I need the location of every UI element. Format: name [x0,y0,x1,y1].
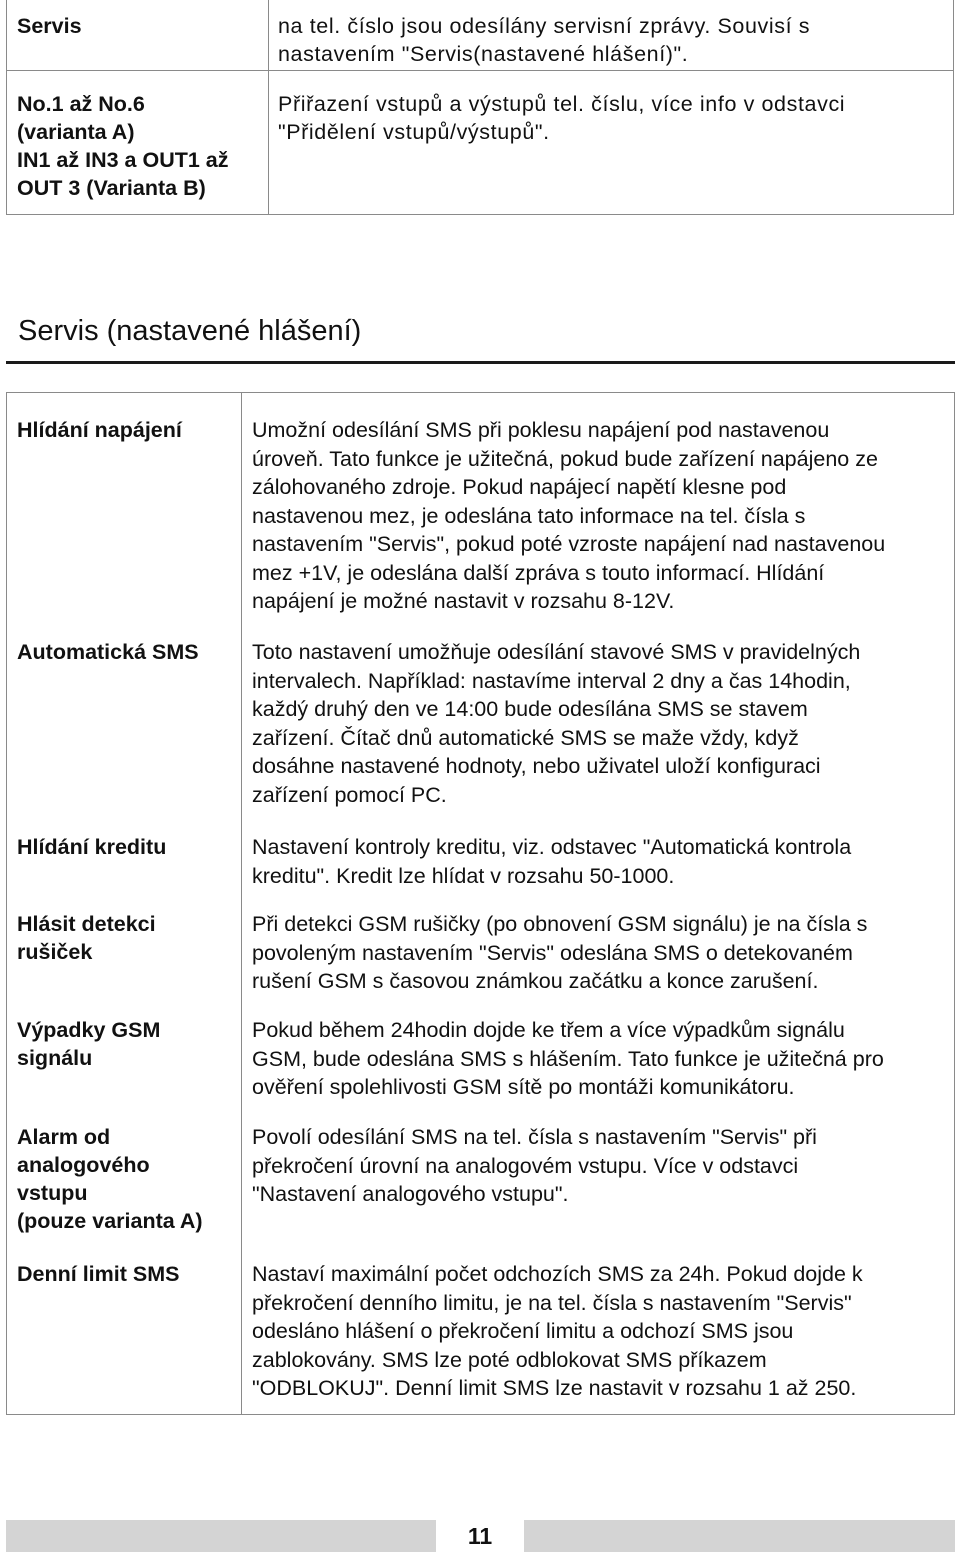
desc-line: rušení GSM s časovou známkou začátku a konce zarušení. [252,969,819,993]
desc-line: překročení denního limitu, je na tel. čísla s nastavením "Servis" [252,1290,852,1315]
desc-line: Přiřazení vstupů a výstupů tel. číslu, více info v odstavci [278,92,846,116]
setting-description-credit-monitoring [252,833,851,890]
setting-label-automatic-sms [17,638,199,666]
desc-line: zařízení. Čítač dnů automatické SMS se maže vždy, když [252,725,799,750]
setting-label-analog-alarm [17,1123,203,1235]
label-line: Denní limit SMS [17,1262,180,1286]
desc-line: ověření spolehlivosti GSM sítě po montáži komunikátoru. [252,1075,795,1099]
setting-description-gsm-outages [252,1016,884,1102]
label-line: (pouze varianta A) [17,1209,203,1233]
desc-line: napájení je možné nastavit v rozsahu 8-12V. [252,589,675,613]
desc-line: intervalech. Například: nastavíme interval 2 dny a čas 14hodin, [252,668,851,693]
desc-line: dosáhne nastavené hodnoty, nebo uživatel uloží konfiguraci [252,754,821,778]
desc-line: zablokovány. SMS lze poté odblokovat SMS příkazem [252,1347,767,1372]
setting-label-gsm-outages [17,1016,160,1072]
section-rule [6,361,955,364]
page-number: 11 [467,1523,493,1549]
desc-line: mez +1V, je odeslána další zpráva s touto informací. Hlídání [252,560,825,585]
desc-line: Pokud během 24hodin dojde ke třem a více výpadkům signálu [252,1018,845,1042]
section-title: Servis (nastavené hlášení) [18,315,362,347]
desc-line: GSM, bude odeslána SMS s hlášením. Tato funkce je užitečná pro [252,1046,884,1071]
setting-description-daily-sms-limit [252,1260,863,1403]
desc-line: zařízení pomocí PC. [252,782,447,807]
desc-line: nastavenou mez, je odeslána tato informace na tel. čísla s [252,503,806,528]
desc-line: překročení úrovní na analogovém vstupu. Více v odstavci [252,1153,799,1178]
desc-line: nastavením "Servis(nastavené hlášení)". [278,42,689,66]
label-line: IN1 až IN3 a OUT1 až [17,148,229,172]
desc-line: "Nastavení analogového vstupu". [252,1182,569,1206]
setting-description-analog-alarm [252,1123,817,1209]
desc-line: Toto nastavení umožňuje odesílání stavové SMS v pravidelných [252,640,861,664]
top-row-description [278,90,845,146]
label-line: Výpadky GSM [17,1018,161,1042]
label-line: OUT 3 (Varianta B) [17,176,206,200]
desc-line: na tel. číslo jsou odesílány servisní zprávy. Souvisí s [278,14,811,38]
setting-label-daily-sms-limit [17,1260,179,1288]
setting-description-power-monitoring [252,416,885,616]
label-line: No.1 až No.6 [17,92,145,116]
top-row-label [17,90,229,202]
label-line: rušiček [17,940,93,964]
desc-line: úroveň. Tato funkce je užitečná, pokud bude zařízení napájeno ze [252,446,878,471]
desc-line: Umožní odesílání SMS při poklesu napájení pod nastavenou [252,418,830,442]
desc-line: zálohovaného zdroje. Pokud napájecí napětí klesne pod [252,475,787,499]
label-line: signálu [17,1046,93,1070]
desc-line: Nastaví maximální počet odchozích SMS za 24h. Pokud dojde k [252,1262,863,1286]
desc-line: Nastavení kontroly kreditu, viz. odstavec "Automatická kontrola [252,835,852,859]
top-table-column-divider [268,0,269,215]
top-table-row-divider [6,70,954,71]
desc-line: povoleným nastavením "Servis" odeslána SMS o detekovaném [252,940,853,965]
label-line: Alarm od [17,1125,111,1149]
label-line: Hlásit detekci [17,912,156,936]
desc-line: Při detekci GSM rušičky (po obnovení GSM signálu) je na čísla s [252,912,868,936]
desc-line: odesláno hlášení o překročení limitu a odchozí SMS jsou [252,1319,794,1343]
label-line: Hlídání napájení [17,418,182,442]
label-line: analogového [17,1153,150,1177]
setting-label-credit-monitoring [17,833,166,861]
setting-description-automatic-sms [252,638,860,809]
desc-line: Povolí odesílání SMS na tel. čísla s nastavením "Servis" při [252,1125,817,1149]
setting-label-power-monitoring [17,416,182,444]
label-line: Servis [17,14,82,38]
label-line: (varianta A) [17,120,135,144]
setting-description-jammer-detection [252,910,867,996]
label-line: Automatická SMS [17,640,199,664]
label-line: vstupu [17,1181,88,1205]
top-row-label [17,12,82,40]
main-table-column-divider [241,392,242,1415]
desc-line: nastavením "Servis", pokud poté vzroste napájení nad nastavenou [252,532,886,556]
setting-label-jammer-detection [17,910,156,966]
desc-line: kreditu". Kredit lze hlídat v rozsahu 50-1000. [252,863,675,888]
desc-line: "ODBLOKUJ". Denní limit SMS lze nastavit v rozsahu 1 až 250. [252,1376,857,1400]
label-line: Hlídání kreditu [17,835,167,859]
desc-line: "Přidělení vstupů/výstupů". [278,120,550,144]
top-row-description [278,12,810,68]
desc-line: každý druhý den ve 14:00 bude odesílána SMS se stavem [252,697,808,721]
